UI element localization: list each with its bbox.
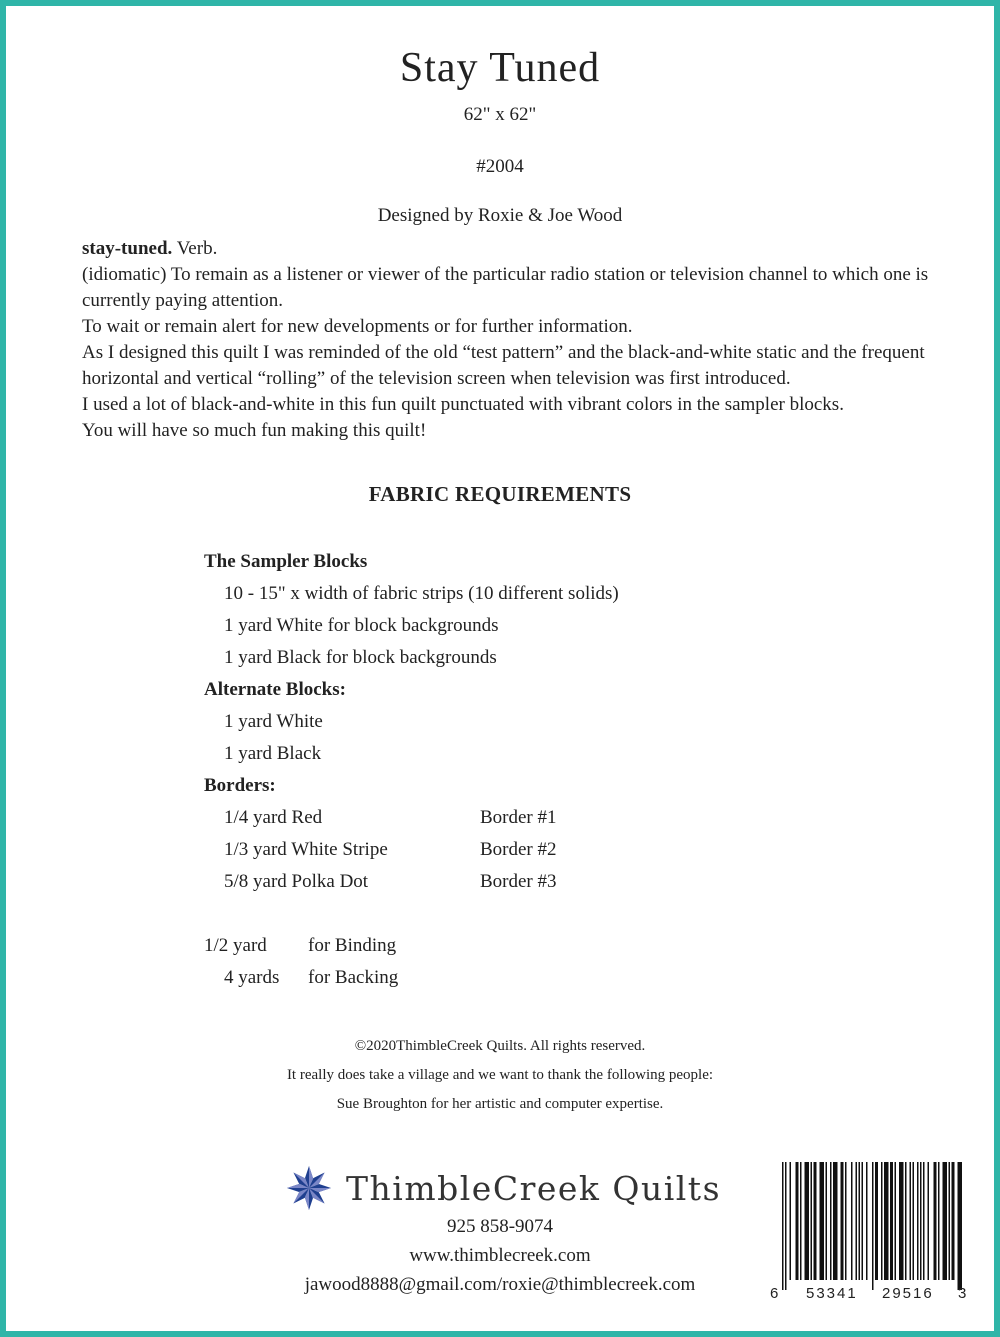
barcode-bar bbox=[872, 1162, 874, 1290]
barcode-bar bbox=[943, 1162, 948, 1280]
barcode-bar bbox=[862, 1162, 864, 1280]
barcode-bar bbox=[856, 1162, 858, 1280]
barcode-bar bbox=[785, 1162, 787, 1290]
border-amount: 1/3 yard White Stripe bbox=[224, 839, 388, 860]
barcode-bar bbox=[884, 1162, 889, 1280]
definition-block bbox=[82, 236, 942, 444]
copyright-notice: ©2020ThimbleCreek Quilts. All rights reserved. bbox=[354, 1038, 646, 1054]
barcode-bar bbox=[800, 1162, 802, 1280]
definition-term-line bbox=[82, 236, 942, 262]
brand-name: ThimbleCreek Quilts bbox=[346, 1168, 721, 1208]
barcode-bar bbox=[859, 1162, 861, 1280]
barcode-bar bbox=[875, 1162, 878, 1280]
barcode-bar bbox=[866, 1162, 868, 1280]
barcode-bar bbox=[928, 1162, 930, 1280]
barcode-bar bbox=[899, 1162, 904, 1280]
barcode-bar bbox=[782, 1162, 784, 1290]
barcode-bar bbox=[796, 1162, 799, 1280]
border-label: Border #1 bbox=[480, 807, 557, 828]
barcode-bar bbox=[934, 1162, 937, 1280]
fabric-requirements-heading: FABRIC REQUIREMENTS bbox=[368, 482, 632, 506]
definition-pos: Verb. bbox=[176, 238, 218, 259]
barcode-bar bbox=[949, 1162, 951, 1280]
barcode-bar bbox=[910, 1162, 912, 1280]
sampler-item: 1 yard Black for block backgrounds bbox=[224, 647, 497, 668]
border-amount: 5/8 yard Polka Dot bbox=[224, 871, 369, 892]
barcode-bar bbox=[913, 1162, 915, 1280]
brand-logo bbox=[286, 1164, 721, 1212]
star-quilt-icon bbox=[286, 1165, 332, 1211]
barcode-bar bbox=[841, 1162, 844, 1280]
thanks-note: It really does take a village and we want to thank the following people: bbox=[286, 1067, 714, 1083]
pattern-number: #2004 bbox=[476, 156, 524, 177]
definition-line: You will have so much fun making this quilt! bbox=[82, 420, 427, 441]
barcode-digit-left: 6 bbox=[770, 1285, 779, 1302]
website: www.thimblecreek.com bbox=[409, 1245, 591, 1266]
border-label: Border #2 bbox=[480, 839, 557, 860]
barcode-bar bbox=[938, 1162, 940, 1280]
email-addresses: jawood8888@gmail.com/roxie@thimblecreek.com bbox=[304, 1274, 696, 1295]
barcode-bar bbox=[826, 1162, 828, 1280]
barcode-digit-right: 3 bbox=[958, 1285, 967, 1302]
barcode-bar bbox=[952, 1162, 955, 1280]
alternate-item: 1 yard White bbox=[224, 711, 323, 732]
barcode-digits-group1: 53341 bbox=[806, 1285, 858, 1302]
borders-heading: Borders: bbox=[204, 775, 276, 796]
designer-credit: Designed by Roxie & Joe Wood bbox=[377, 205, 623, 226]
definition-line: As I designed this quilt I was reminded of the old “test pattern” and the black-and-white static and the frequent horizontal and vertical “rolling” of the television screen when television was first introduced. bbox=[82, 342, 925, 389]
barcode-bar bbox=[881, 1162, 883, 1280]
backing-amount: 4 yards bbox=[224, 967, 280, 988]
binding-amount: 1/2 yard bbox=[204, 935, 267, 956]
barcode-bar bbox=[814, 1162, 817, 1280]
border-label: Border #3 bbox=[480, 871, 557, 892]
barcode-bar bbox=[905, 1162, 907, 1280]
quilt-size: 62" x 62" bbox=[463, 104, 537, 125]
barcode-bar bbox=[920, 1162, 922, 1280]
definition-line: (idiomatic) To remain as a listener or viewer of the particular radio station or television channel to which one is currently paying attention. bbox=[82, 264, 929, 311]
backing-label: for Backing bbox=[308, 967, 399, 988]
barcode-bar bbox=[805, 1162, 810, 1280]
sampler-item: 10 - 15" x width of fabric strips (10 different solids) bbox=[224, 583, 619, 604]
upc-barcode bbox=[770, 1162, 970, 1302]
sampler-blocks-heading: The Sampler Blocks bbox=[204, 551, 368, 572]
barcode-digits-group2: 29516 bbox=[882, 1285, 934, 1302]
definition-line: To wait or remain alert for new developments or for further information. bbox=[82, 316, 633, 337]
alternate-blocks-heading: Alternate Blocks: bbox=[204, 679, 346, 700]
barcode-bar bbox=[820, 1162, 825, 1280]
border-amount: 1/4 yard Red bbox=[224, 807, 323, 828]
barcode-bar bbox=[917, 1162, 919, 1280]
barcode-bar bbox=[845, 1162, 847, 1280]
barcode-bar bbox=[830, 1162, 832, 1280]
definition-line: I used a lot of black-and-white in this fun quilt punctuated with vibrant colors in the sampler blocks. bbox=[82, 394, 844, 415]
pattern-title: Stay Tuned bbox=[399, 45, 601, 91]
binding-label: for Binding bbox=[308, 935, 397, 956]
credit-note: Sue Broughton for her artistic and computer expertise. bbox=[336, 1096, 664, 1112]
barcode-bar bbox=[811, 1162, 813, 1280]
barcode-bar bbox=[851, 1162, 853, 1280]
barcode-bar bbox=[923, 1162, 925, 1280]
barcode-bar bbox=[895, 1162, 897, 1280]
barcode-bar bbox=[890, 1162, 893, 1280]
barcode-bar bbox=[790, 1162, 792, 1280]
barcode-bar bbox=[833, 1162, 838, 1280]
barcode-bar bbox=[958, 1162, 963, 1290]
alternate-item: 1 yard Black bbox=[224, 743, 322, 764]
sampler-item: 1 yard White for block backgrounds bbox=[224, 615, 499, 636]
phone-number: 925 858-9074 bbox=[446, 1216, 554, 1237]
definition-term: stay-tuned. bbox=[82, 238, 173, 259]
